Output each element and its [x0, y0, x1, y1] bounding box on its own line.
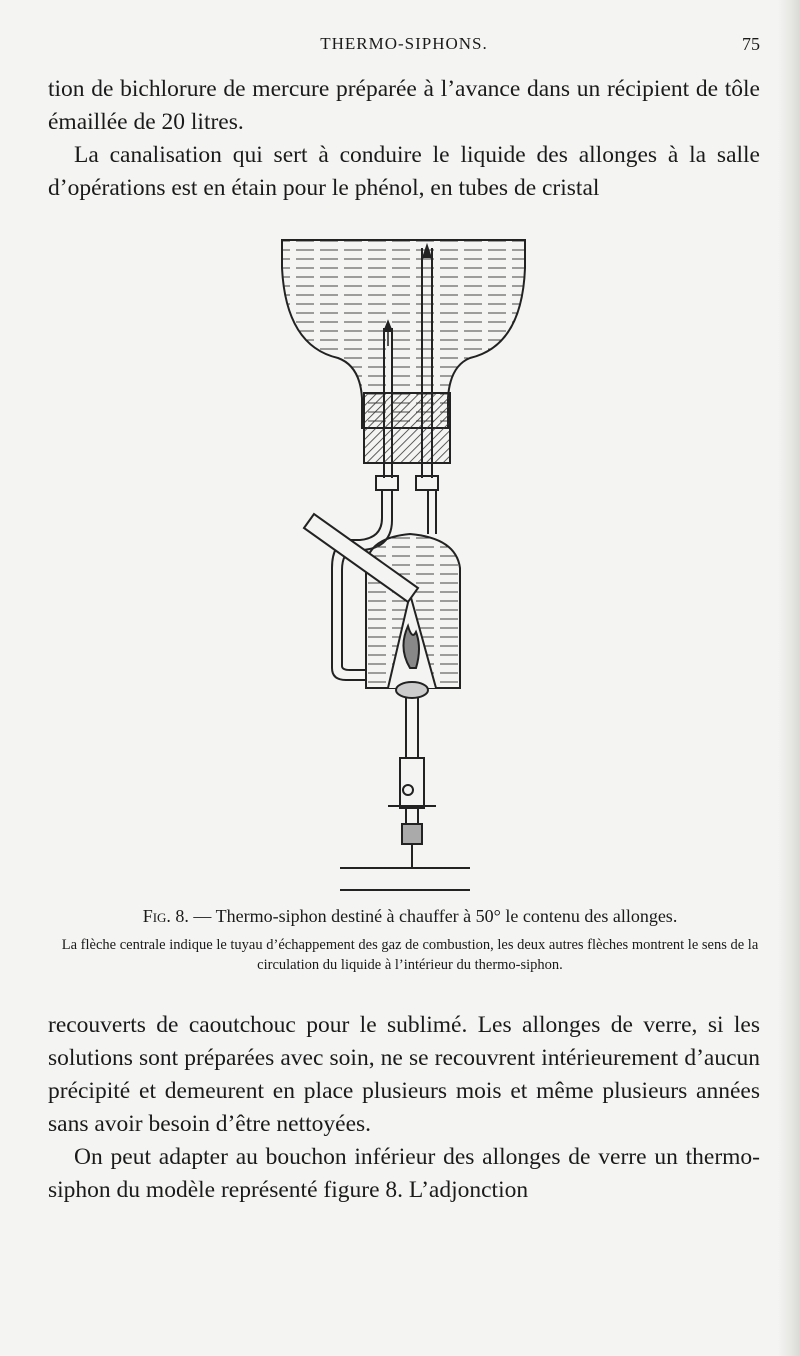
- flame: [403, 626, 419, 668]
- paragraph-continuation: tion de bichlorure de mercure préparée à l’avance dans un récipient de tôle émaillée de 20 litres.: [48, 76, 760, 135]
- paragraph-recouverts: recouverts de caoutchouc pour le sublimé. Les allonges de verre, si les solutions sont préparées avec soin, ne se recouvrent intérieurement d’aucun précipité et demeurent en place plusieurs mois et même plusieurs années sans avoir besoin d’être nettoyées.: [48, 1012, 760, 1137]
- body-text-bottom: [48, 1009, 760, 1207]
- figure-title: — Thermo-siphon destiné à chauffer à 50° le contenu des allonges.: [193, 906, 678, 926]
- thermo-siphon-figure: [270, 228, 540, 900]
- rubber-stopper: [364, 393, 450, 463]
- figure-caption: [60, 903, 760, 975]
- figure-label: Fig. 8.: [142, 906, 189, 926]
- gas-valve-body: [400, 758, 424, 808]
- union-right: [416, 476, 438, 490]
- paragraph-canalisation: La canalisation qui sert à conduire le liquide des allonges à la salle d’opérations est en étain pour le phénol, en tubes de cristal: [48, 142, 760, 201]
- burner-head: [396, 682, 428, 698]
- caption-description: La flèche centrale indique le tuyau d’échappement des gaz de combustion, les deux autres flèches montrent le sens de la circulation du liquide à l’intérieur du thermo-siphon.: [61, 937, 759, 973]
- gas-tap: [402, 824, 422, 844]
- vessel-group: [282, 240, 525, 890]
- body-text-top: [48, 73, 760, 205]
- caption-title: [60, 903, 760, 929]
- page-number: 75: [742, 34, 760, 54]
- page-edge-shadow: [778, 0, 800, 1356]
- union-left: [376, 476, 398, 490]
- thermo-siphon-drawing: [270, 228, 540, 900]
- paragraph-adapter: On peut adapter au bouchon inférieur des allonges de verre un thermo-siphon du modèle représenté figure 8. L’adjonction: [48, 1144, 760, 1203]
- running-head: THERMO-SIPHONS.: [320, 34, 488, 53]
- page-header: [48, 34, 760, 58]
